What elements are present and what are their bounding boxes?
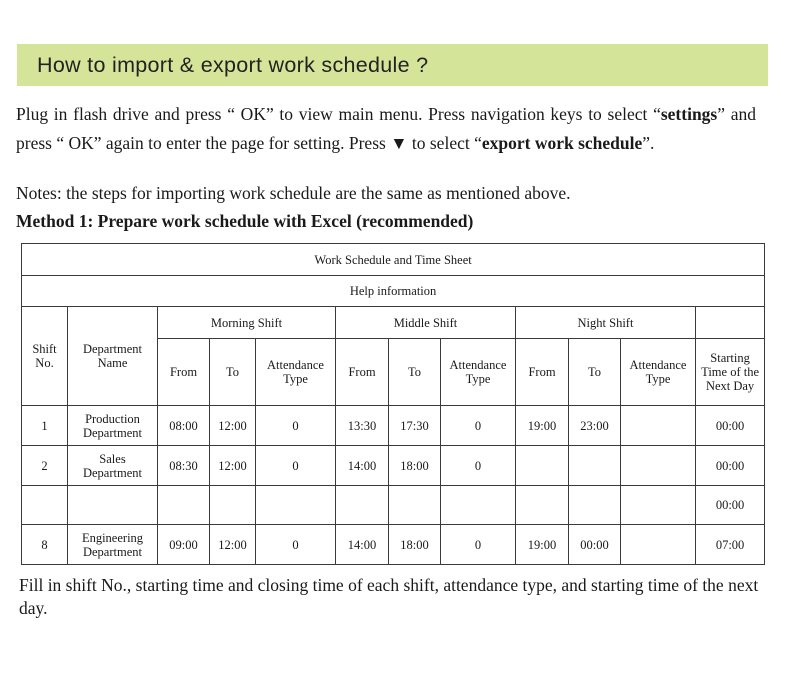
table-cell: 0 <box>441 406 516 446</box>
table-cell <box>569 446 621 486</box>
table-cell <box>389 486 441 525</box>
table-cell: 17:30 <box>389 406 441 446</box>
table-row <box>22 525 765 565</box>
intro-text-1: Plug in flash drive and press “ OK” to view main menu. Press navigation keys to select “ <box>16 104 661 124</box>
table-cell: 0 <box>256 446 336 486</box>
table-cell: 12:00 <box>210 446 256 486</box>
footer-text: Fill in shift No., starting time and closing time of each shift, attendance type, and starting time of the next day. <box>19 575 759 618</box>
table-cell <box>441 486 516 525</box>
table-help-information: Help information <box>22 276 765 307</box>
table-cell <box>621 406 696 446</box>
morning-from-header: From <box>158 339 210 406</box>
night-to-header: To <box>569 339 621 406</box>
starting-next-day-header: Starting Time of the Next Day <box>696 339 765 406</box>
shift-no-header: Shift No. <box>22 307 68 406</box>
table-cell <box>621 446 696 486</box>
table-cell <box>336 486 389 525</box>
table-cell: 00:00 <box>696 486 765 525</box>
table-cell: 0 <box>441 446 516 486</box>
notes-text: Notes: the steps for importing work schedule are the same as mentioned above. <box>16 183 571 203</box>
table-cell: 08:00 <box>158 406 210 446</box>
table-cell: 14:00 <box>336 525 389 565</box>
table-cell <box>621 486 696 525</box>
table-cell: 08:30 <box>158 446 210 486</box>
table-cell <box>516 486 569 525</box>
table-cell: 14:00 <box>336 446 389 486</box>
table-cell: 1 <box>22 406 68 446</box>
table-cell: 13:30 <box>336 406 389 446</box>
intro-text-2: ” and press “ OK” again to enter the page for setting. Press ▼ to select “ <box>16 104 756 153</box>
night-shift-header: Night Shift <box>516 307 696 339</box>
intro-settings-term: settings <box>660 104 718 124</box>
table-cell: 00:00 <box>696 446 765 486</box>
middle-attendance-header: Attendance Type <box>441 339 516 406</box>
middle-from-header: From <box>336 339 389 406</box>
table-cell: 07:00 <box>696 525 765 565</box>
table-cell: 0 <box>441 525 516 565</box>
department-name-header: Department Name <box>68 307 158 406</box>
table-cell: 23:00 <box>569 406 621 446</box>
table-cell: 12:00 <box>210 525 256 565</box>
table-cell: 12:00 <box>210 406 256 446</box>
night-attendance-header: Attendance Type <box>621 339 696 406</box>
table-cell: 0 <box>256 406 336 446</box>
header-banner <box>17 44 768 86</box>
table-cell <box>256 486 336 525</box>
table-cell <box>68 486 158 525</box>
table-row <box>22 406 765 446</box>
table-cell: 00:00 <box>696 406 765 446</box>
table-row <box>22 446 765 486</box>
table-cell: 2 <box>22 446 68 486</box>
method-heading: Method 1: Prepare work schedule with Excel (recommended) <box>16 211 474 231</box>
table-cell <box>22 486 68 525</box>
intro-text-3: ”. <box>642 133 655 153</box>
intro-export-term: export work schedule <box>481 133 643 153</box>
table-row <box>22 486 765 525</box>
table-cell: 09:00 <box>158 525 210 565</box>
table-cell <box>210 486 256 525</box>
table-cell: Sales Department <box>68 446 158 486</box>
middle-to-header: To <box>389 339 441 406</box>
middle-shift-header: Middle Shift <box>336 307 516 339</box>
table-cell: 18:00 <box>389 446 441 486</box>
intro-paragraph <box>16 100 756 158</box>
table-cell: 18:00 <box>389 525 441 565</box>
night-from-header: From <box>516 339 569 406</box>
page-title: How to import & export work schedule ? <box>37 53 429 77</box>
table-cell: Engineering Department <box>68 525 158 565</box>
table-cell <box>516 446 569 486</box>
table-cell: Production Department <box>68 406 158 446</box>
table-cell: 0 <box>256 525 336 565</box>
morning-to-header: To <box>210 339 256 406</box>
table-cell: 8 <box>22 525 68 565</box>
table-cell: 00:00 <box>569 525 621 565</box>
table-cell <box>569 486 621 525</box>
morning-attendance-header: Attendance Type <box>256 339 336 406</box>
table-cell <box>621 525 696 565</box>
table-cell: 19:00 <box>516 406 569 446</box>
header-empty-cell <box>696 307 765 339</box>
table-title: Work Schedule and Time Sheet <box>22 244 765 276</box>
table-cell <box>158 486 210 525</box>
work-schedule-table <box>21 243 765 565</box>
morning-shift-header: Morning Shift <box>158 307 336 339</box>
table-cell: 19:00 <box>516 525 569 565</box>
